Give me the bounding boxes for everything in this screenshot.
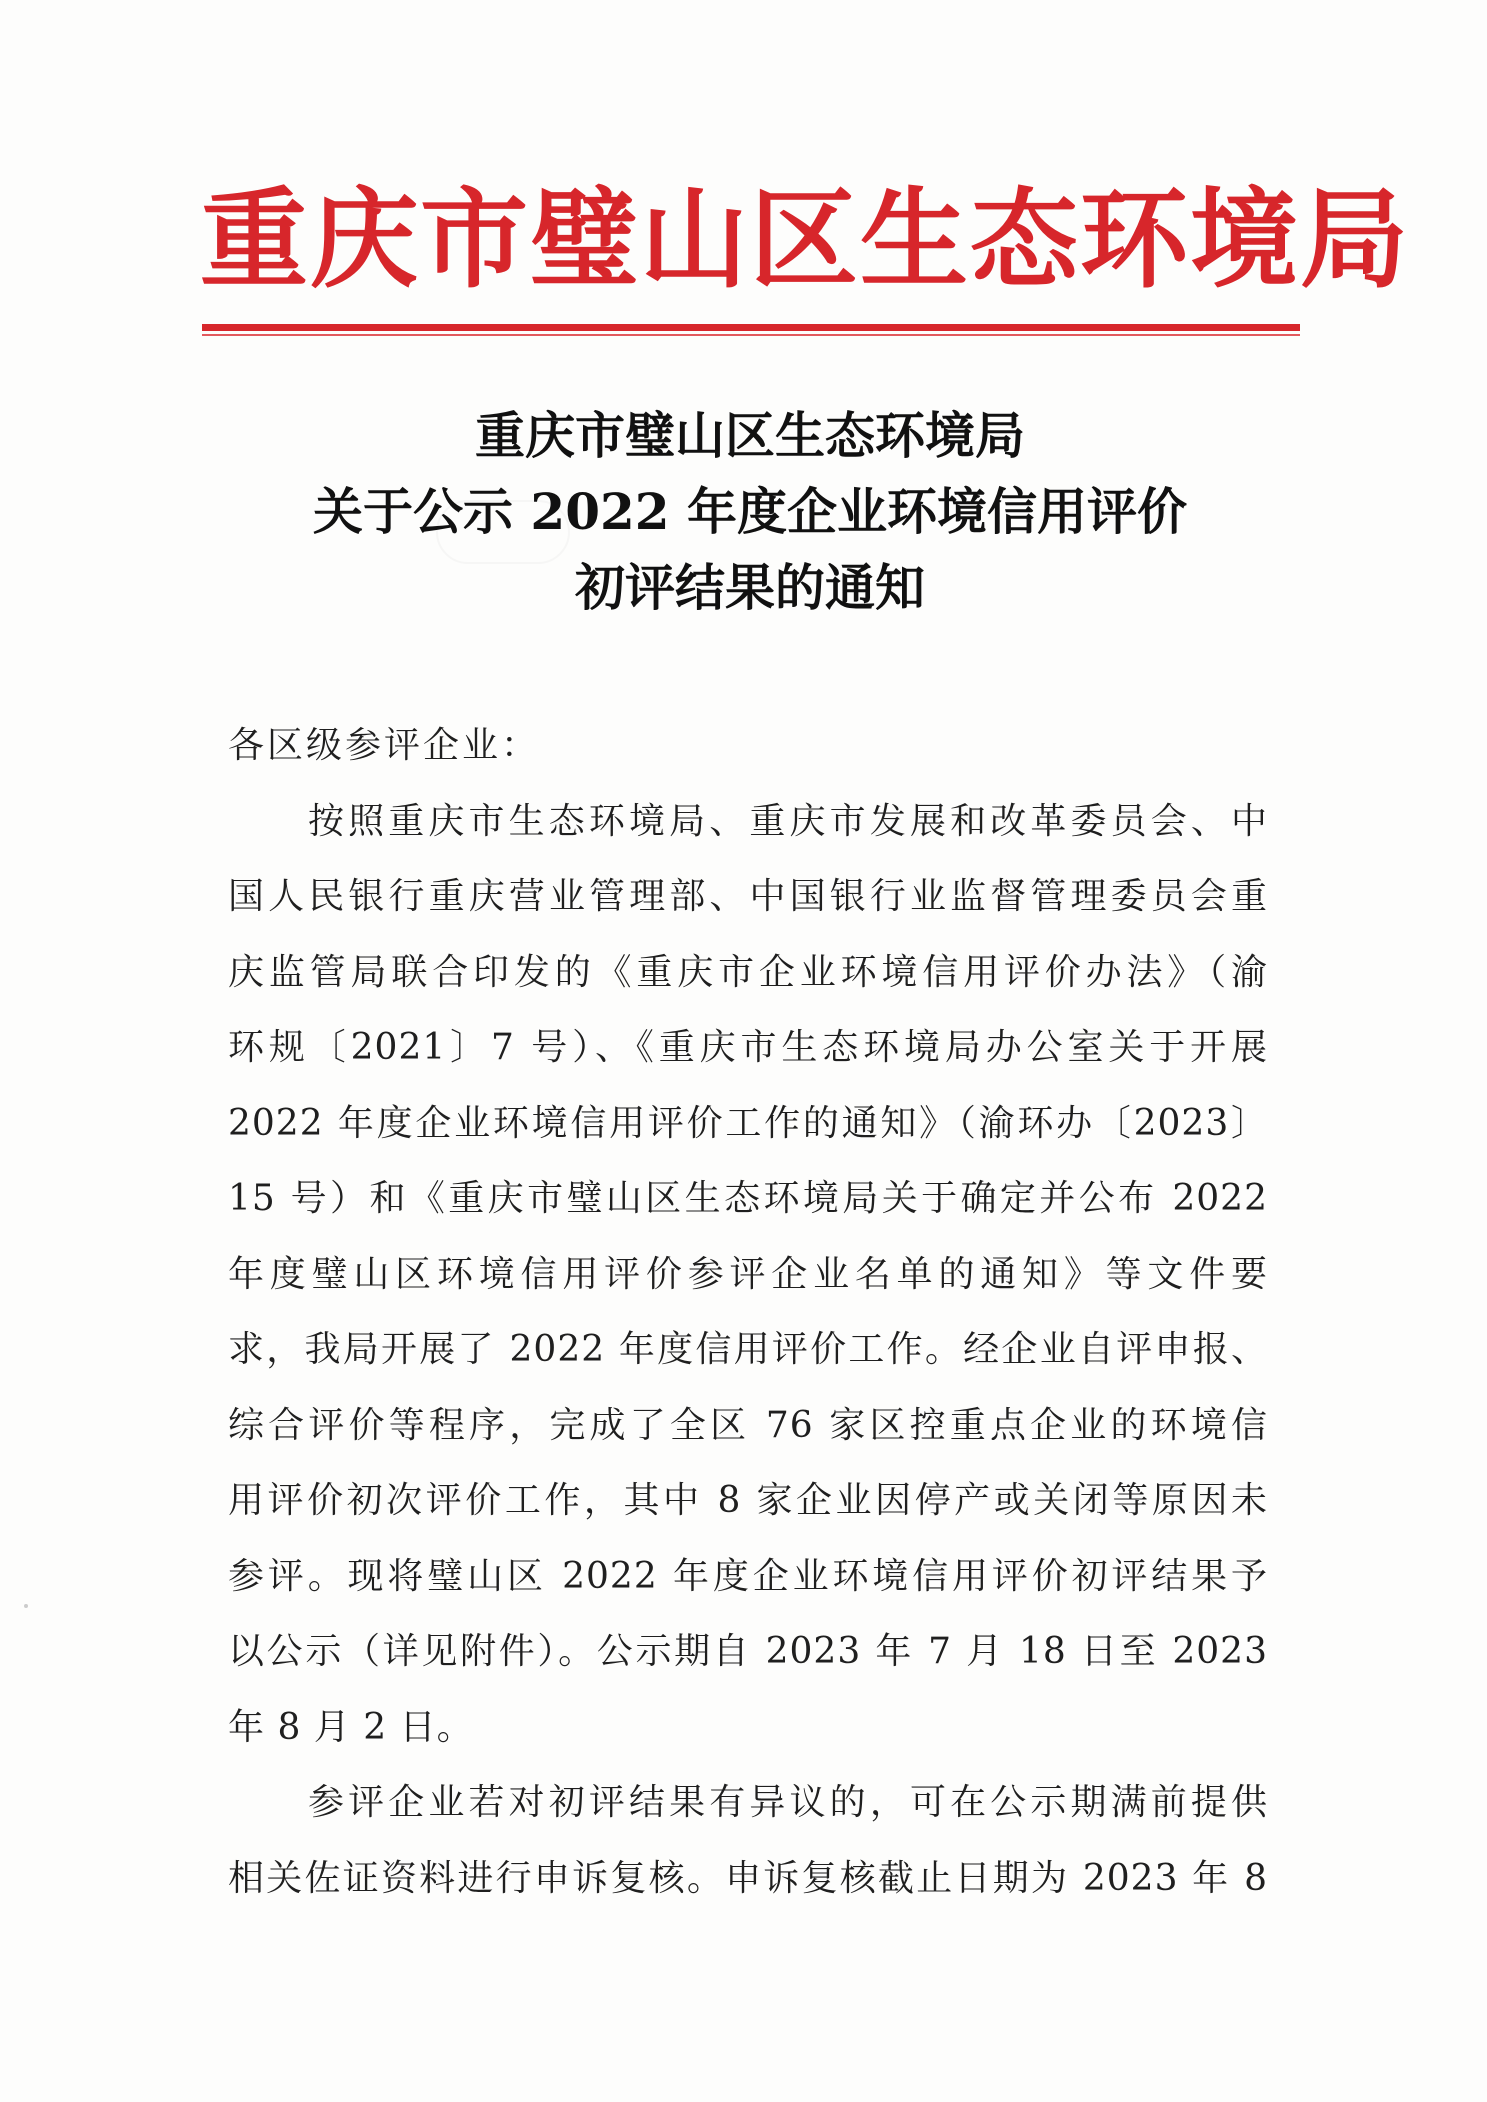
paragraph-1-line: 综合评价等程序，完成了全区 76 家区控重点企业的环境信 xyxy=(228,1404,1268,1446)
title-line-1: 重庆市璧山区生态环境局 xyxy=(475,406,1025,465)
paragraph-1-line: 15 号）和《重庆市璧山区生态环境局关于确定并公布 2022 xyxy=(228,1178,1268,1219)
paragraph-1-line: 以公示（详见附件）。公示期自 2023 年 7 月 18 日至 2023 xyxy=(228,1631,1268,1672)
paragraph-1-line: 2022 年度企业环境信用评价工作的通知》（渝环办〔2023〕 xyxy=(228,1102,1268,1144)
paragraph-1-line: 按照重庆市生态环境局、重庆市发展和改革委员会、中 xyxy=(308,800,1268,842)
paragraph-1-line: 庆监管局联合印发的《重庆市企业环境信用评价办法》（渝 xyxy=(228,951,1268,993)
letterhead-red-rule-thin xyxy=(202,334,1300,336)
paragraph-1-line: 年度璧山区环境信用评价参评企业名单的通知》等文件要 xyxy=(228,1253,1268,1295)
document-title xyxy=(200,398,1300,626)
paragraph-2 xyxy=(228,1765,1268,1916)
paragraph-1-line: 环规〔2021〕7 号）、《重庆市生态环境局办公室关于开展 xyxy=(228,1027,1268,1068)
paragraph-1-line: 年 8 月 2 日。 xyxy=(228,1706,474,1748)
paragraph-1-line: 参评。现将璧山区 2022 年度企业环境信用评价初评结果予 xyxy=(228,1555,1268,1597)
letterhead-red-rule xyxy=(202,324,1300,331)
paragraph-1 xyxy=(228,784,1268,1766)
title-line-2: 关于公示 2022 年度企业环境信用评价 xyxy=(313,482,1187,541)
letterhead-org-name: 重庆市璧山区生态环境局 xyxy=(200,178,1411,303)
paragraph-1-line: 国人民银行重庆营业管理部、中国银行业监督管理委员会重 xyxy=(228,876,1268,917)
document-body xyxy=(228,708,1268,1916)
paragraph-2-line: 参评企业若对初评结果有异议的，可在公示期满前提供 xyxy=(308,1782,1268,1823)
title-line-3: 初评结果的通知 xyxy=(575,558,925,617)
salutation: 各区级参评企业： xyxy=(228,725,541,766)
paragraph-1-line: 求，我局开展了 2022 年度信用评价工作。经企业自评申报、 xyxy=(228,1329,1268,1370)
paragraph-2-line: 相关佐证资料进行申诉复核。申诉复核截止日期为 2023 年 8 xyxy=(228,1857,1268,1899)
scan-speck xyxy=(24,1604,28,1608)
paragraph-1-line: 用评价初次评价工作，其中 8 家企业因停产或关闭等原因未 xyxy=(228,1480,1268,1521)
